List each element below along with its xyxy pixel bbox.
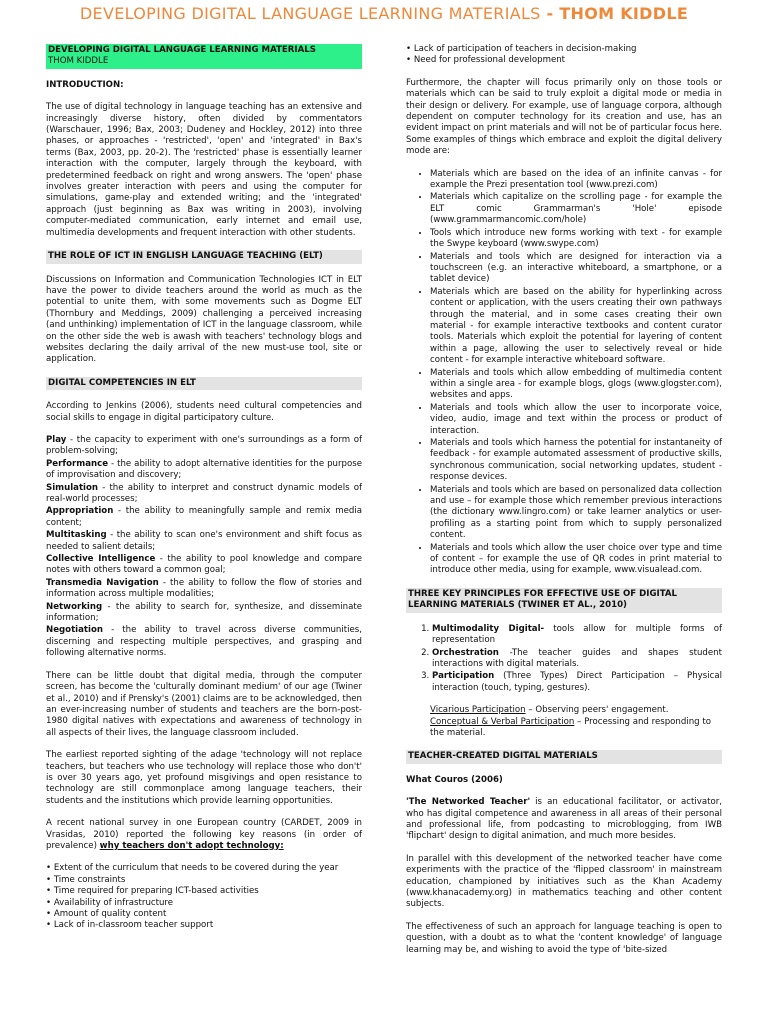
competency-desc: - the ability to follow the flow of stories and information across multiple modalities;	[46, 577, 362, 600]
competency-desc: - the ability to pool knowledge and compare notes with others toward a common goal;	[46, 554, 362, 576]
example-item: • Materials which are based on the idea of an infinite canvas - for example the Prezi presentation tool (www.prezi.com)	[430, 169, 722, 192]
competency-term: Networking	[46, 601, 103, 612]
competency-term: Appropriation	[46, 506, 114, 517]
ict-paragraph: Discussions on Information and Communication Technologies ICT in ELT have the power to divide teachers around the world as much as the potential to unite them, with some movements such as Dogme ELT (Thornbury and Meddings, 2009) challenging a perceived increasing (and unthinking) implementation of ICT in the language classroom, while on the other side the web is awash with teachers' technology blogs and websites declaring the daily arrival of the new must-use tool, site or application.	[46, 274, 362, 365]
competency-desc: - the ability to meaningfully sample and remix media content;	[46, 506, 362, 528]
reasons-list	[46, 863, 362, 931]
conceptual-desc: – Processing and responding to the material.	[430, 716, 711, 738]
competencies-list	[46, 435, 362, 660]
example-item: • Tools which introduce new forms working with text - for example the Swype keyboard (www.swype.com)	[430, 228, 722, 251]
competency-desc: - the ability to scan one's environment and shift focus as needed to salient details;	[46, 530, 362, 552]
reason-item: • Need for professional development	[406, 55, 722, 66]
principle-term: Multimodality Digital-	[432, 623, 545, 634]
principle-item	[432, 624, 722, 647]
reason-item: • Extent of the curriculum that needs to be covered during the year	[46, 863, 362, 874]
networked-desc: is an educational facilitator, or activator, who has digital competence and awareness in all areas of their personal and professional life, from podcasting to microblogging, from IWB 'flipchart' design to digital animation, and much more besides.	[406, 797, 722, 842]
example-item: • Materials and tools which are designed for interaction via a touchscreen (e.g. an interactive whiteboard, a smartphone, or a tablet device)	[430, 252, 722, 286]
document-header-title: DEVELOPING DIGITAL LANGUAGE LEARNING MATERIALS	[48, 45, 316, 55]
competencies-heading: DIGITAL COMPETENCIES IN ELT	[46, 377, 362, 390]
competency-desc: - the capacity to experiment with one's surroundings as a form of problem-solving;	[46, 434, 362, 457]
teacher-materials-heading: TEACHER-CREATED DIGITAL MATERIALS	[406, 750, 722, 763]
survey-subheading: why teachers don't adopt technology:	[99, 840, 284, 851]
document-header-author: THOM KIDDLE	[48, 56, 109, 67]
principle-item	[432, 671, 722, 694]
competency-item	[46, 602, 362, 625]
competency-item	[46, 506, 362, 529]
competency-desc: - the ability to interpret and construct dynamic models of real-world processes;	[46, 482, 362, 504]
competency-term: Transmedia Navigation	[46, 577, 159, 588]
page-title-main: DEVELOPING DIGITAL LANGUAGE LEARNING MATERIALS	[79, 4, 541, 23]
intro-heading: INTRODUCTION:	[46, 79, 124, 90]
competency-item	[46, 459, 362, 482]
competency-term: Collective Intelligence	[46, 554, 156, 565]
reason-item: • Lack of participation of teachers in decision-making	[406, 44, 722, 55]
reason-item: • Amount of quality content	[46, 909, 362, 920]
competency-desc: - the ability to adopt alternative identities for the purpose of improvisation and discovery;	[46, 458, 362, 481]
right-column	[406, 44, 722, 967]
vicarious-desc: – Observing peers' engagement.	[525, 705, 669, 716]
adage-paragraph: The earliest reported sighting of the adage 'technology will not replace teachers, but teachers who use technology will replace those who don't' is over 30 years ago, yet profound misgivings and open resistance to technology are still commonplace among language teachers, their students and the institutions which provide learning opportunities.	[46, 750, 362, 806]
example-item: • Materials which capitalize on the scrolling page - for example the ELT comic Grammarman's 'Hole' episode (www.grammarmancomic.com/hole)	[430, 192, 722, 226]
competency-term: Performance	[46, 458, 109, 469]
example-item: • Materials and tools which allow the user to incorporate voice, video, audio, image and text within the process or product of interaction.	[430, 403, 722, 437]
reasons-list-continued	[406, 44, 722, 67]
conceptual-participation	[430, 717, 722, 740]
principles-heading: THREE KEY PRINCIPLES FOR EFFECTIVE USE OF DIGITAL LEARNING MATERIALS (TWINER ET AL., 2010)	[406, 588, 722, 613]
competency-item	[46, 435, 362, 458]
examples-list	[406, 169, 722, 577]
competency-term: Simulation	[46, 482, 99, 493]
competency-item	[46, 578, 362, 601]
principle-desc: tools allow for multiple forms of representation	[432, 623, 722, 646]
competency-desc: - the ability to search for, synthesize, and disseminate information;	[46, 601, 362, 624]
page-title-author: THOM KIDDLE	[559, 4, 689, 23]
flipped-classroom-paragraph: In parallel with this development of the networked teacher have come experiments with the practice of the 'flipped classroom' in mainstream education, championed by initiatives such as the Khan Academy (www.khanacademy.org) in mathematics teaching and other content subjects.	[406, 853, 722, 910]
digital-media-paragraph: There can be little doubt that digital media, through the computer screen, has become the 'culturally dominant medium' of our age (Twiner et al., 2010) and if Prensky's (2001) claims are to be acknowledged, then an ever-increasing number of students and teachers are the born-post- 1980 digital natives with expectations and awareness of technology in all aspects of their lives, the language classroom included.	[46, 670, 362, 738]
left-column	[46, 44, 362, 943]
networked-teacher-paragraph	[406, 797, 722, 843]
competency-term: Negotiation	[46, 625, 104, 636]
networked-term: 'The Networked Teacher'	[406, 797, 531, 808]
reason-item: • Time required for preparing ICT-based activities	[46, 886, 362, 897]
focus-paragraph: Furthermore, the chapter will focus primarily only on those tools or materials which can be said to truly exploit a digital mode or media in their design or delivery. For example, use of language corpora, although dependent on computer technology for its creation and use, has an evident impact on print materials and will not be of particular focus here. Some examples of things which embrace and exploit the digital delivery mode are:	[406, 77, 722, 157]
principles-list	[406, 624, 722, 694]
vicarious-term: Vicarious Participation	[430, 705, 526, 716]
survey-text: A recent national survey in one European country (CARDET, 2009 in Vrasidas, 2010) reported the following key reasons (in order of prevalence)	[46, 818, 362, 851]
example-item: • Materials and tools which allow embedding of multimedia content within a single area - for example blogs, glogs (www.glogster.com), websites and apps.	[430, 368, 722, 402]
participation-types	[406, 705, 722, 739]
principle-desc: -The teacher guides and shapes student interactions with digital materials.	[432, 647, 722, 669]
principle-term: Participation	[432, 671, 495, 682]
competency-term: Multitasking	[46, 530, 107, 541]
principle-desc: (Three Types) Direct Participation – Physical interaction (touch, typing, gestures).	[432, 671, 722, 693]
effectiveness-paragraph: The effectiveness of such an approach for language teaching is open to question, with a doubt as to what the 'content knowledge' of language learning may be, and wishing to avoid the type of 'bite-sized	[406, 921, 722, 955]
competency-item	[46, 554, 362, 577]
competency-item	[46, 530, 362, 553]
document-header	[46, 44, 362, 69]
example-item: • Materials and tools which harness the potential for instantaneity of feedback - for example automated assessment of productive skills, synchronous communication, social networking updates, student - response devices.	[430, 438, 722, 484]
reason-item: • Lack of in-classroom teacher support	[46, 920, 362, 931]
example-item: • Materials and tools which are based on personalized data collection and use – for example those which remember previous interactions (the dictionary www.lingro.com) or take learner analytics or user-profiling as a starting point from which to supply personalized content.	[430, 485, 722, 542]
competency-desc: - the ability to travel across diverse communities, discerning and respecting multiple perspectives, and grasping and following alternative norms.	[46, 625, 362, 659]
vicarious-participation	[430, 705, 722, 716]
competency-term: Play	[46, 434, 67, 445]
principle-term: Orchestration	[432, 647, 499, 658]
intro-paragraph: The use of digital technology in language teaching has an extensive and increasingly diverse history, often divided by commentators (Warschauer, 1996; Bax, 2003; Dudeney and Hockley, 2012) into three phases, or approaches - 'restricted', 'open' and 'integrated' in Bax's terms (Bax, 2003, pp. 20-2). The 'restricted' phase is essentially learner interaction with the computer, largely through the keyboard, with predetermined feedback on right and wrong answers. The 'open' phase involves greater interaction with peers and using the computer for simulations, game-play and extended writing; and the 'integrated' approach (just beginning as Bax was writing in 2003), involving computer-mediated communication, early internet and email use, multimedia developments and frequent interaction with other students.	[46, 102, 362, 238]
reason-item: • Time constraints	[46, 875, 362, 886]
conceptual-term: Conceptual & Verbal Participation	[430, 716, 575, 727]
reason-item: • Availability of infrastructure	[46, 898, 362, 909]
example-item: • Materials and tools which allow the user choice over type and time of content – for example the use of QR codes in print material to introduce other media, using for example, www.visualead.com.	[430, 543, 722, 577]
ict-heading: THE ROLE OF ICT IN ENGLISH LANGUAGE TEACHING (ELT)	[46, 250, 362, 263]
survey-paragraph	[46, 818, 362, 852]
couros-subheading: What Couros (2006)	[406, 774, 503, 785]
example-item: • Materials which are based on the ability for hyperlinking across content or application, with the users creating their own pathways through the material, and in some cases creating their own material - for example interactive textbooks and content curator tools. Materials which exploit the potential for layering of content within a page, allowing the user to selectively reveal or hide content - for example interactive whiteboard software.	[430, 287, 722, 367]
principle-item	[432, 648, 722, 671]
competencies-intro: According to Jenkins (2006), students need cultural competencies and social skills to engage in digital participatory culture.	[46, 401, 362, 423]
page-title-sep: -	[540, 4, 560, 23]
competency-item	[46, 483, 362, 506]
page-title	[0, 4, 768, 23]
competency-item	[46, 625, 362, 659]
